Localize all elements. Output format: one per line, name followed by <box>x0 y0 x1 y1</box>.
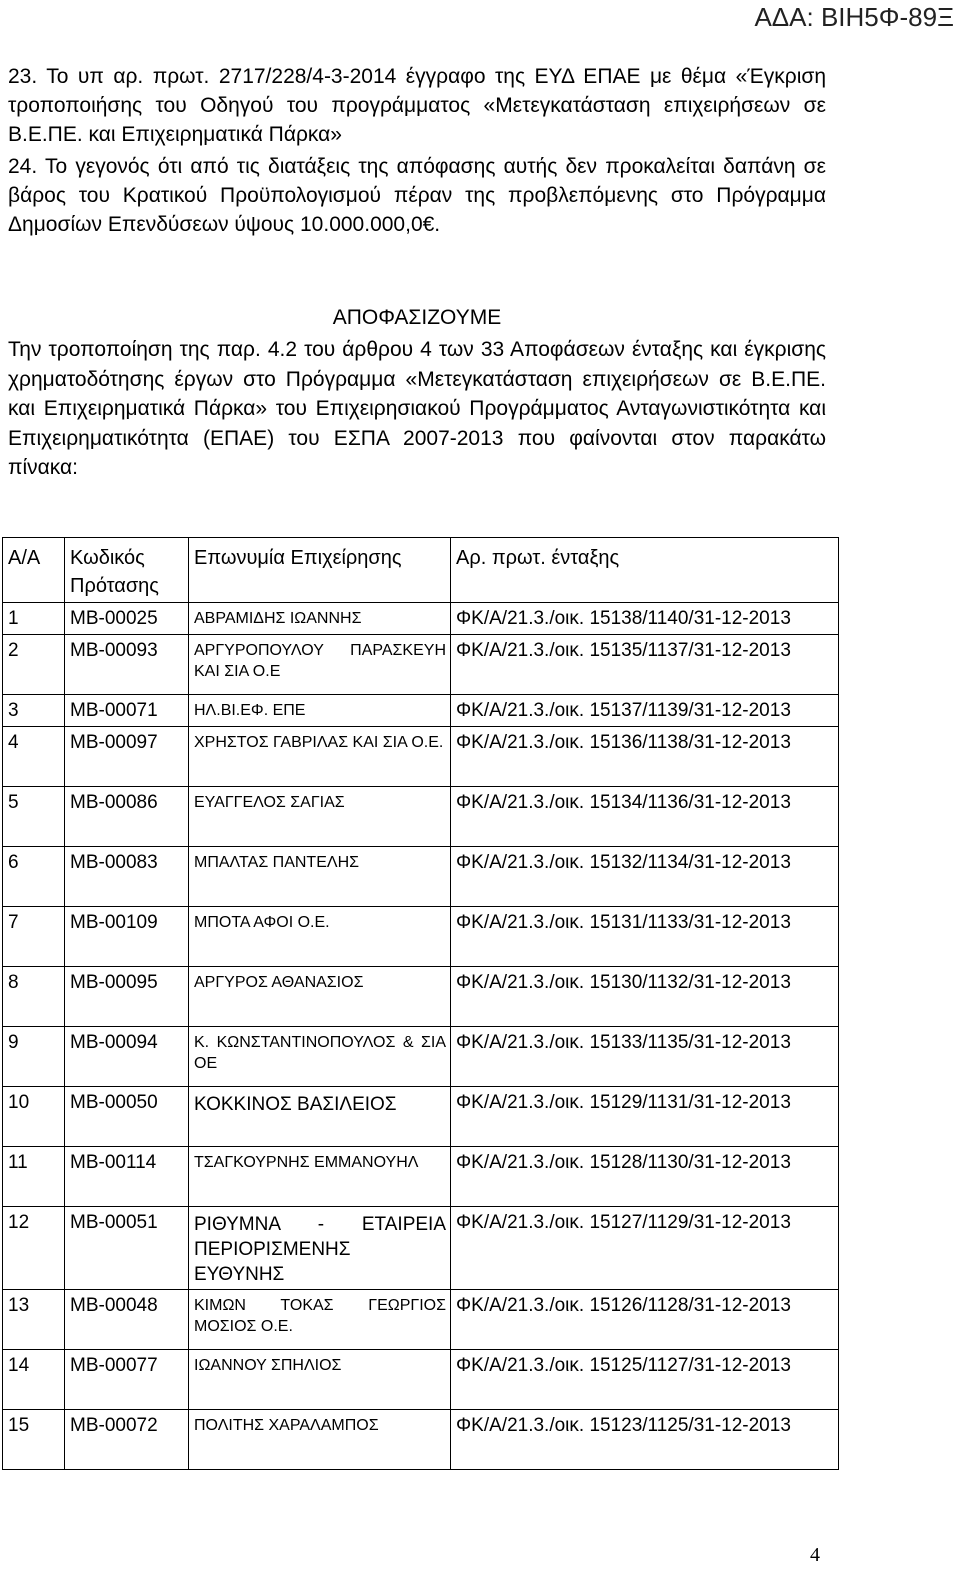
cell-code <box>65 635 189 695</box>
cell-code <box>65 1027 189 1087</box>
cell-protocol-text: ΦΚ/Α/21.3./οικ. 15126/1128/31-12-2013 <box>456 1295 791 1316</box>
cell-protocol-text: ΦΚ/Α/21.3./οικ. 15133/1135/31-12-2013 <box>456 1032 791 1053</box>
cell-code <box>65 847 189 907</box>
cell-aa-text: 5 <box>8 792 19 813</box>
cell-protocol-text: ΦΚ/Α/21.3./οικ. 15134/1136/31-12-2013 <box>456 792 791 813</box>
header-company: Επωνυμία Επιχείρησης <box>189 538 451 603</box>
cell-code <box>65 695 189 727</box>
cell-code-text: MB-00086 <box>70 792 158 813</box>
cell-protocol <box>451 1147 839 1207</box>
cell-company-text: ΧΡΗΣΤΟΣ ΓΑΒΡΙΛΑΣ ΚΑΙ ΣΙΑ Ο.Ε. <box>194 734 444 751</box>
cell-aa <box>3 635 65 695</box>
table-row <box>3 1087 839 1147</box>
cell-company <box>189 1027 451 1087</box>
cell-code-text: MB-00109 <box>70 912 158 933</box>
cell-code-text: MB-00097 <box>70 732 158 753</box>
cell-aa <box>3 847 65 907</box>
cell-aa <box>3 1290 65 1350</box>
cell-aa <box>3 695 65 727</box>
cell-company-text: ΑΒΡΑΜΙΔΗΣ ΙΩΑΝΝΗΣ <box>194 610 362 627</box>
cell-aa-text: 2 <box>8 640 19 661</box>
cell-company <box>189 1410 451 1470</box>
table-row <box>3 1147 839 1207</box>
header-code: Κωδικός Πρότασης <box>65 538 189 603</box>
cell-aa <box>3 967 65 1027</box>
table-row <box>3 1410 839 1470</box>
cell-code <box>65 907 189 967</box>
cell-protocol <box>451 967 839 1027</box>
cell-protocol-text: ΦΚ/Α/21.3./οικ. 15137/1139/31-12-2013 <box>456 700 791 721</box>
page-number: 4 <box>810 1544 820 1566</box>
cell-aa <box>3 603 65 635</box>
cell-code-text: MB-00048 <box>70 1295 158 1316</box>
cell-company-text: ΑΡΓΥΡΟΣ ΑΘΑΝΑΣΙΟΣ <box>194 974 364 991</box>
cell-code <box>65 1290 189 1350</box>
cell-company-text: ΕΥΑΓΓΕΛΟΣ ΣΑΓΙΑΣ <box>194 794 345 811</box>
cell-aa-text: 14 <box>8 1355 30 1376</box>
table-row <box>3 1207 839 1290</box>
cell-aa-text: 10 <box>8 1092 30 1113</box>
cell-aa-text: 4 <box>8 732 19 753</box>
cell-company <box>189 727 451 787</box>
cell-code <box>65 1087 189 1147</box>
cell-protocol <box>451 847 839 907</box>
cell-aa <box>3 1350 65 1410</box>
cell-protocol-text: ΦΚ/Α/21.3./οικ. 15136/1138/31-12-2013 <box>456 732 791 753</box>
cell-company <box>189 787 451 847</box>
table-header-row <box>3 538 839 603</box>
table-row <box>3 967 839 1027</box>
cell-aa <box>3 1207 65 1290</box>
cell-protocol-text: ΦΚ/Α/21.3./οικ. 15130/1132/31-12-2013 <box>456 972 791 993</box>
ada-code: ΑΔΑ: ΒΙΗ5Φ-89Ξ <box>754 2 954 32</box>
cell-company-text: ΤΣΑΓΚΟΥΡΝΗΣ ΕΜΜΑΝΟΥΗΛ <box>194 1154 419 1171</box>
cell-aa <box>3 1087 65 1147</box>
cell-protocol-text: ΦΚ/Α/21.3./οικ. 15123/1125/31-12-2013 <box>456 1415 791 1436</box>
cell-protocol-text: ΦΚ/Α/21.3./οικ. 15135/1137/31-12-2013 <box>456 640 791 661</box>
table-row <box>3 847 839 907</box>
cell-protocol <box>451 1087 839 1147</box>
table-row <box>3 907 839 967</box>
cell-aa <box>3 727 65 787</box>
cell-code <box>65 787 189 847</box>
header-protocol: Αρ. πρωτ. ένταξης <box>451 538 839 603</box>
projects-table <box>2 537 839 1470</box>
cell-code-text: MB-00077 <box>70 1355 158 1376</box>
cell-protocol <box>451 695 839 727</box>
cell-company-text: ΚΟΚΚΙΝΟΣ ΒΑΣΙΛΕΙΟΣ <box>194 1094 397 1115</box>
cell-company <box>189 603 451 635</box>
cell-company-text: ΑΡΓΥΡΟΠΟΥΛΟΥ ΠΑΡΑΣΚΕΥΗ ΚΑΙ ΣΙΑ Ο.Ε <box>194 642 446 680</box>
cell-protocol-text: ΦΚ/Α/21.3./οικ. 15128/1130/31-12-2013 <box>456 1152 791 1173</box>
table-row <box>3 1290 839 1350</box>
table-row <box>3 727 839 787</box>
cell-code-text: MB-00025 <box>70 608 158 629</box>
cell-protocol <box>451 635 839 695</box>
table-row <box>3 1027 839 1087</box>
cell-company-text: ΙΩΑΝΝΟΥ ΣΠΗΛΙΟΣ <box>194 1357 342 1374</box>
table-row <box>3 695 839 727</box>
cell-protocol-text: ΦΚ/Α/21.3./οικ. 15131/1133/31-12-2013 <box>456 912 791 933</box>
cell-protocol <box>451 1290 839 1350</box>
cell-aa-text: 1 <box>8 608 19 629</box>
table-row <box>3 1350 839 1410</box>
cell-protocol-text: ΦΚ/Α/21.3./οικ. 15129/1131/31-12-2013 <box>456 1092 791 1113</box>
cell-code-text: MB-00072 <box>70 1415 158 1436</box>
cell-code-text: MB-00083 <box>70 852 158 873</box>
cell-aa <box>3 1147 65 1207</box>
cell-aa-text: 12 <box>8 1212 30 1233</box>
cell-aa <box>3 907 65 967</box>
decision-text: Την τροποποίηση της παρ. 4.2 του άρθρου 4 των 33 Αποφάσεων ένταξης και έγκρισης χρηματοδότησης έργων στο Πρόγραμμα «Μετεγκατάσταση επιχειρήσεων σε Β.Ε.ΠΕ. και Επιχειρηματικά Πάρκα» του Επιχειρησιακού Προγράμματος Ανταγωνιστικότητα και Επιχειρηματικότητα (ΕΠΑΕ) του ΕΣΠΑ 2007-2013 που φαίνονται στον παρακάτω πίνακα: <box>8 338 826 479</box>
paragraph-24: 24. Το γεγονός ότι από τις διατάξεις της απόφασης αυτής δεν προκαλείται δαπάνη σε βάρος του Κρατικού Προϋπολογισμού πέραν της προβλεπόμενης στο Πρόγραμμα Δημοσίων Επενδύσεων ύψους 10.000.000,0€. <box>8 155 826 236</box>
cell-company <box>189 635 451 695</box>
cell-company-text: Κ. ΚΩΝΣΤΑΝΤΙΝΟΠΟΥΛΟΣ & ΣΙΑ ΟΕ <box>194 1034 446 1072</box>
cell-aa <box>3 787 65 847</box>
cell-code <box>65 967 189 1027</box>
cell-code <box>65 1410 189 1470</box>
cell-code <box>65 1147 189 1207</box>
cell-code-text: MB-00114 <box>70 1152 157 1173</box>
cell-company <box>189 695 451 727</box>
cell-company-text: ΜΠΟΤΑ ΑΦΟΙ Ο.Ε. <box>194 914 330 931</box>
header-aa: Α/Α <box>3 538 65 603</box>
cell-code <box>65 727 189 787</box>
cell-code-text: MB-00071 <box>70 700 158 721</box>
cell-protocol <box>451 1410 839 1470</box>
cell-company-text: ΚΙΜΩΝ ΤΟΚΑΣ ΓΕΩΡΓΙΟΣ ΜΟΣΙΟΣ Ο.Ε. <box>194 1297 446 1335</box>
cell-code <box>65 603 189 635</box>
cell-aa-text: 11 <box>8 1152 28 1173</box>
cell-protocol-text: ΦΚ/Α/21.3./οικ. 15138/1140/31-12-2013 <box>456 608 791 629</box>
cell-protocol-text: ΦΚ/Α/21.3./οικ. 15127/1129/31-12-2013 <box>456 1212 791 1233</box>
cell-protocol <box>451 1027 839 1087</box>
cell-protocol-text: ΦΚ/Α/21.3./οικ. 15132/1134/31-12-2013 <box>456 852 791 873</box>
cell-company <box>189 847 451 907</box>
table-row <box>3 635 839 695</box>
cell-protocol <box>451 727 839 787</box>
cell-aa-text: 9 <box>8 1032 19 1053</box>
cell-aa-text: 8 <box>8 972 19 993</box>
cell-company <box>189 1147 451 1207</box>
paragraph-23: 23. Το υπ αρ. πρωτ. 2717/228/4-3-2014 έγγραφο της ΕΥΔ ΕΠΑΕ με θέμα «Έγκριση τροποποιήσης του Οδηγού του προγράμματος «Μετεγκατάσταση επιχειρήσεων σε Β.Ε.ΠΕ. και Επιχειρηματικά Πάρκα» <box>8 65 826 146</box>
cell-company-text: ΜΠΑΛΤΑΣ ΠΑΝΤΕΛΗΣ <box>194 854 360 871</box>
cell-protocol <box>451 603 839 635</box>
table-row <box>3 603 839 635</box>
cell-company <box>189 1290 451 1350</box>
cell-aa-text: 7 <box>8 912 19 933</box>
cell-code-text: MB-00094 <box>70 1032 158 1053</box>
cell-aa <box>3 1027 65 1087</box>
cell-company <box>189 1207 451 1290</box>
cell-company <box>189 1350 451 1410</box>
cell-code <box>65 1207 189 1290</box>
cell-protocol <box>451 787 839 847</box>
cell-code-text: MB-00051 <box>70 1212 158 1233</box>
cell-company <box>189 967 451 1027</box>
cell-code-text: MB-00093 <box>70 640 158 661</box>
cell-aa-text: 13 <box>8 1295 30 1316</box>
cell-protocol-text: ΦΚ/Α/21.3./οικ. 15125/1127/31-12-2013 <box>456 1355 791 1376</box>
cell-company-text: ΠΟΛΙΤΗΣ ΧΑΡΑΛΑΜΠΟΣ <box>194 1417 379 1434</box>
cell-protocol <box>451 1207 839 1290</box>
cell-company-text: ΗΛ.ΒΙ.ΕΦ. ΕΠΕ <box>194 702 306 719</box>
cell-protocol <box>451 1350 839 1410</box>
cell-aa-text: 15 <box>8 1415 30 1436</box>
cell-code-text: MB-00095 <box>70 972 158 993</box>
cell-code <box>65 1350 189 1410</box>
cell-company <box>189 1087 451 1147</box>
cell-protocol <box>451 907 839 967</box>
cell-aa <box>3 1410 65 1470</box>
cell-company <box>189 907 451 967</box>
cell-aa-text: 3 <box>8 700 19 721</box>
decision-heading: ΑΠΟΦΑΣΙΖΟΥΜΕ <box>332 306 502 329</box>
cell-company-text: ΡΙΘΥΜΝΑ - ΕΤΑΙΡΕΙΑ ΠΕΡΙΟΡΙΣΜΕΝΗΣ ΕΥΘΥΝΗΣ <box>194 1214 446 1285</box>
table-row <box>3 787 839 847</box>
cell-aa-text: 6 <box>8 852 19 873</box>
cell-code-text: MB-00050 <box>70 1092 158 1113</box>
